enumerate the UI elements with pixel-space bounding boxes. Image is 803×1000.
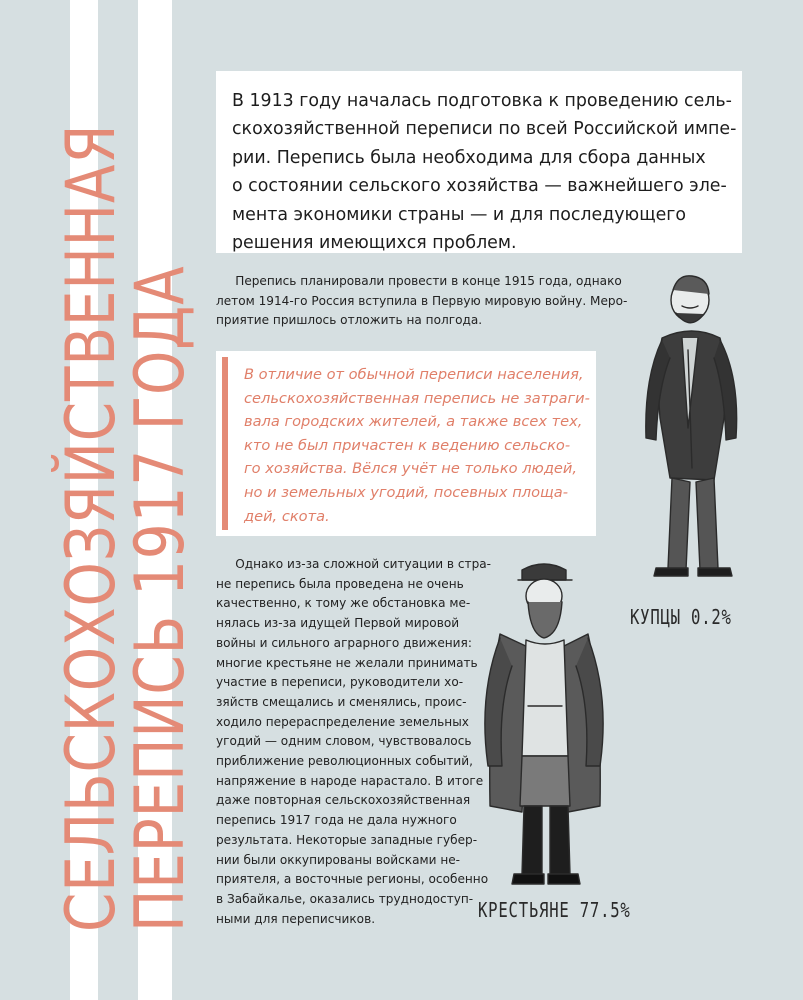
paragraph-line: результата. Некоторые западные губер- [216, 832, 478, 847]
quote-line: В отличие от обычной переписи населения, [244, 366, 584, 383]
paragraph-line: Однако из-за сложной ситуации в стра- [216, 557, 492, 571]
paragraph-line: даже повторная сельскохозяйственная [216, 793, 471, 808]
quote-accent-bar [222, 357, 228, 530]
paragraph-line: нялась из-за идущей Первой мировой [216, 616, 460, 631]
quote-line: вала городских жителей, а также всех тех, [244, 413, 583, 431]
paragraph-line: Перепись планировали провести в конце 1915 года, однако [216, 274, 622, 288]
paragraph-1 [216, 272, 628, 331]
quote-text [244, 363, 590, 528]
title-line-1: СЕЛЬСКОХОЗЯЙСТВЕННАЯ [52, 123, 131, 932]
paragraph-line: приятеля, а восточные регионы, особенно [216, 872, 489, 887]
title-line-2: ПЕРЕПИСЬ 1917 ГОДА [121, 265, 200, 932]
paragraph-line: ными для переписчиков. [216, 911, 376, 926]
paragraph-line: нии были оккупированы войсками не- [216, 852, 461, 867]
paragraph-line: приятие пришлось отложить на полгода. [216, 313, 483, 328]
quote-line: го хозяйства. Вёлся учёт не только людей, [244, 460, 578, 478]
paragraph-line: приближение революционных событий, [216, 754, 473, 769]
paragraph-2 [216, 555, 492, 929]
caption-merchants: КУПЦЫ 0.2% [630, 605, 732, 629]
intro-line: рии. Перепись была необходима для сбора данных [232, 147, 706, 168]
quote-line: кто не был причастен к ведению сельско- [244, 436, 571, 454]
quote-line: сельскохозяйственная перепись не затраги- [244, 389, 590, 407]
quote-box [216, 351, 596, 536]
intro-box [216, 71, 742, 253]
paragraph-line: летом 1914-го Россия вступила в Первую мировую войну. Меро- [216, 293, 628, 308]
paragraph-line: ходило перераспределение земельных [216, 714, 469, 729]
intro-line: решения имеющихся проблем. [232, 233, 517, 254]
intro-line: В 1913 году началась подготовка к проведению сель- [232, 91, 732, 111]
quote-line: но и земельных угодий, посевных площа- [244, 483, 568, 501]
intro-line: мента экономики страны — и для последующего [232, 204, 687, 225]
merchant-illustration [632, 268, 760, 598]
peasant-illustration [470, 556, 620, 896]
paragraph-line: зяйств смещались и сменялись, проис- [216, 694, 467, 709]
paragraph-line: качественно, к тому же обстановка ме- [216, 596, 471, 611]
paragraph-line: перепись 1917 года не дала нужного [216, 813, 457, 828]
paragraph-line: угодий — одним словом, чувствовалось [216, 734, 472, 749]
paragraph-line: многие крестьяне не желали принимать [216, 655, 478, 670]
paragraph-line: участие в переписи, руководители хо- [216, 675, 464, 690]
intro-text [232, 87, 737, 257]
intro-line: скохозяйственной переписи по всей Российской импе- [232, 119, 737, 140]
paragraph-line: в Забайкалье, оказались труднодоступ- [216, 891, 474, 906]
paragraph-line: войны и сильного аграрного движения: [216, 635, 472, 650]
paragraph-line: не перепись была проведена не очень [216, 576, 464, 591]
quote-line: дей, скота. [244, 507, 330, 525]
intro-line: о состоянии сельского хозяйства — важнейшего эле- [232, 176, 727, 197]
caption-peasants: КРЕСТЬЯНЕ 77.5% [478, 898, 631, 922]
paragraph-line: напряжение в народе нарастало. В итоге [216, 773, 484, 788]
